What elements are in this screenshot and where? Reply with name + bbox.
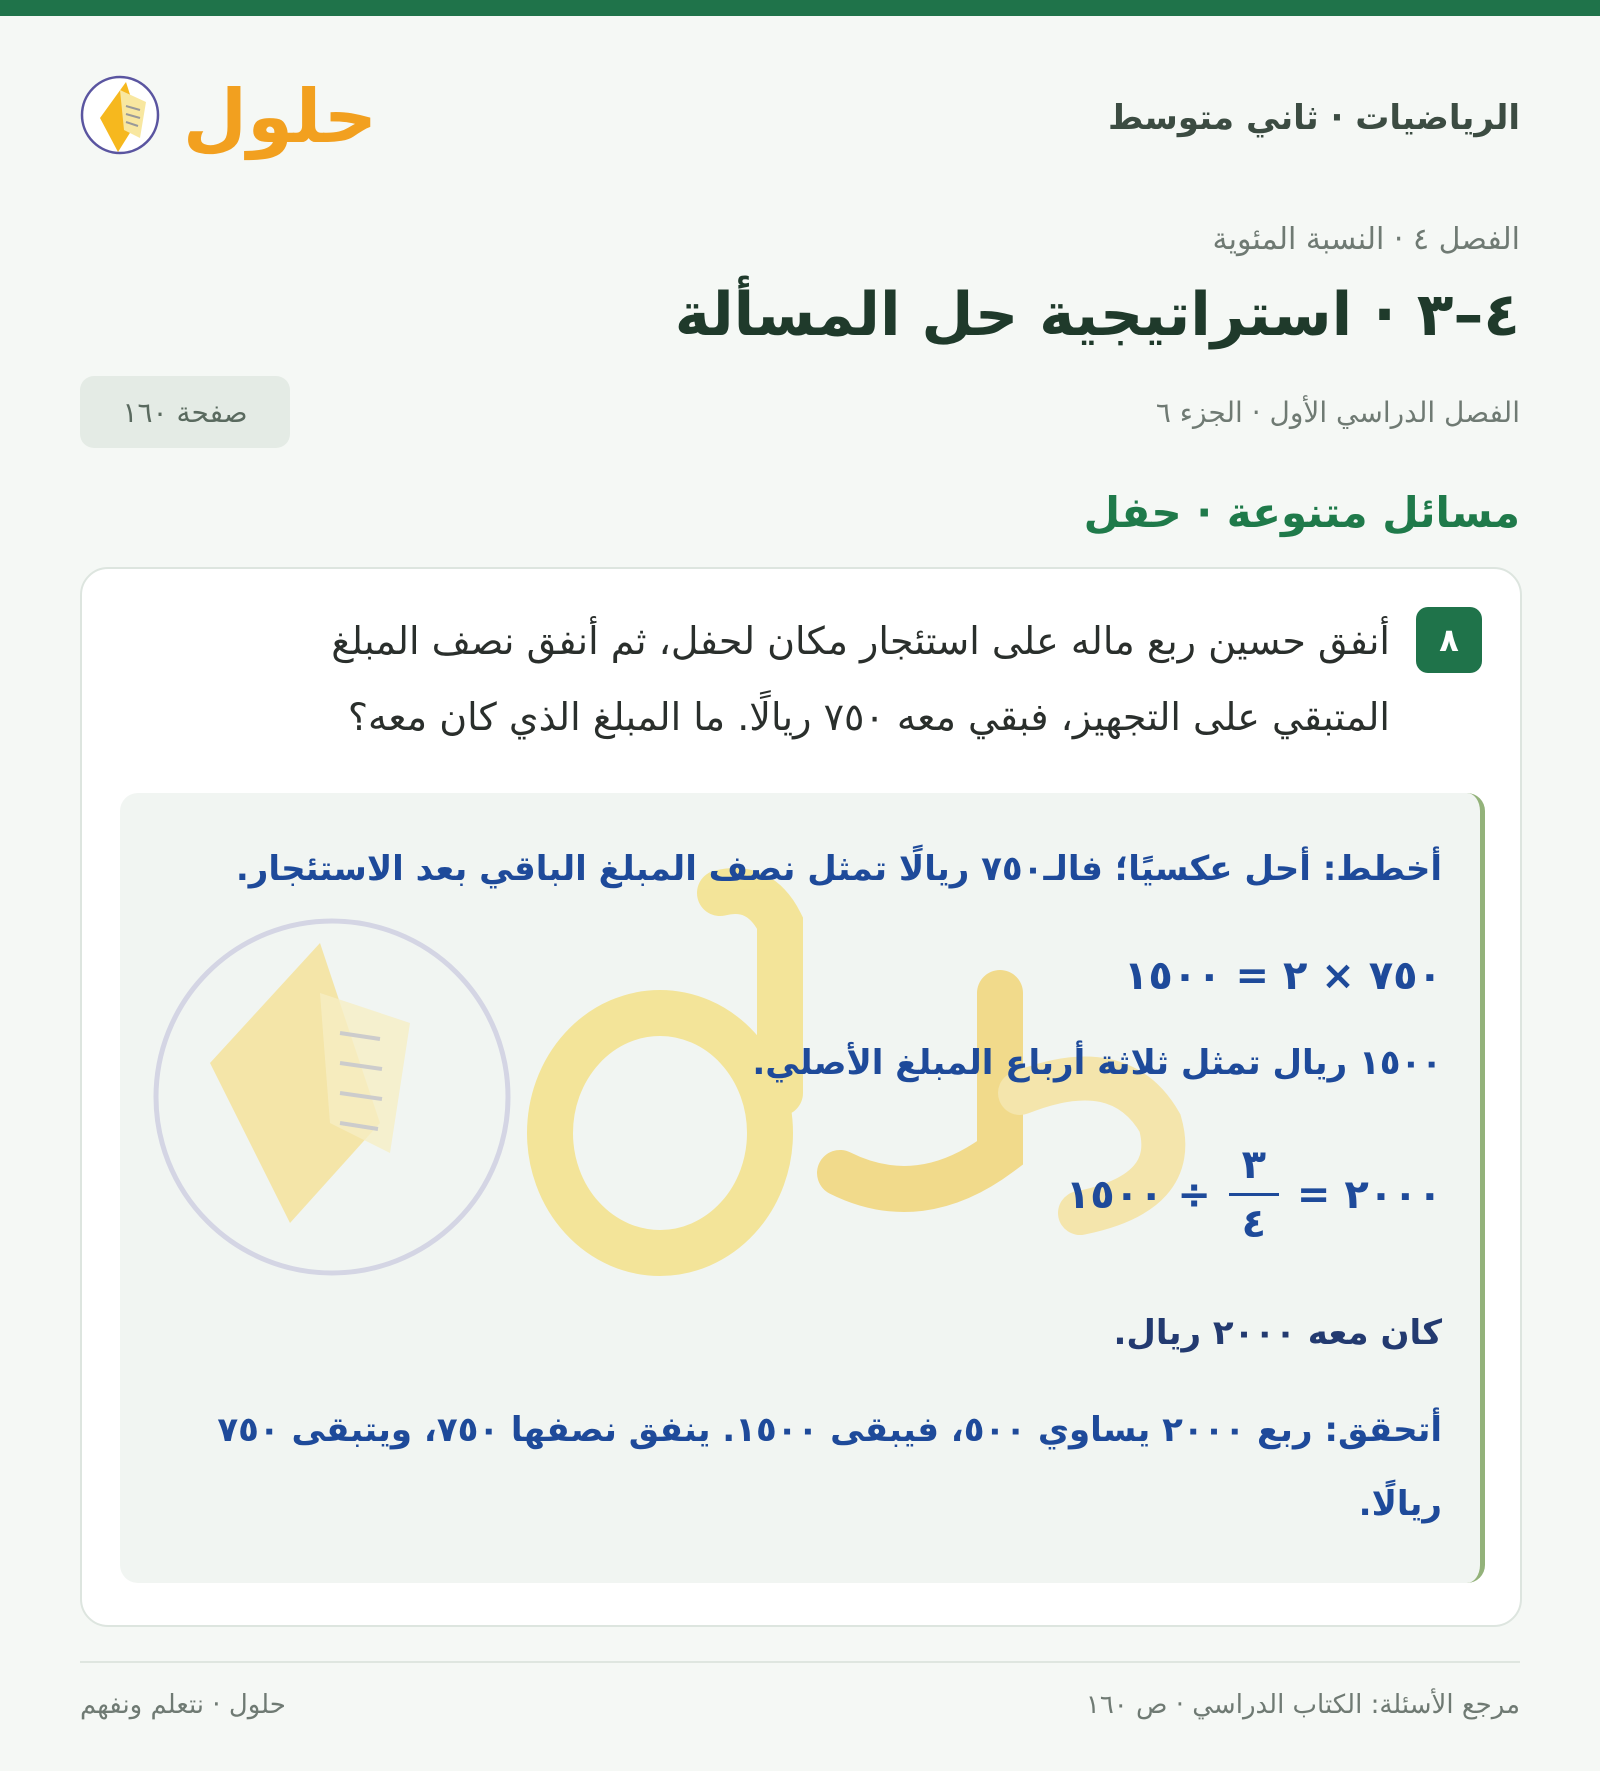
footer-divider — [80, 1661, 1520, 1663]
section-title: مسائل متنوعة · حفل — [1083, 488, 1520, 537]
questions-reference: مرجع الأسئلة: الكتاب الدراسي · ص ١٦٠ — [1085, 1690, 1520, 1720]
equation-right: = ٢٠٠٠ — [1296, 1171, 1442, 1218]
solution-statement: ١٥٠٠ ريال تمثل ثلاثة أرباع المبلغ الأصلي. — [752, 1043, 1442, 1083]
question-card — [80, 567, 1522, 1627]
logo-text: حلول — [182, 74, 378, 160]
footer-brand: حلول · نتعلم ونفهم — [80, 1690, 286, 1720]
fraction-numerator: ٣ — [1241, 1142, 1267, 1188]
solution-check: أتحقق: ربع ٢٠٠٠ يساوي ٥٠٠، فيبقى ١٥٠٠. ينفق نصفها ٧٥٠، ويتبقى ٧٥٠ ريالًا. — [217, 1410, 1442, 1524]
solution-panel — [120, 793, 1485, 1583]
question-number-badge: ٨ — [1416, 607, 1482, 673]
fraction-bar — [1229, 1193, 1279, 1196]
fraction-three-quarters — [1229, 1141, 1279, 1248]
question-text: أنفق حسين ربع ماله على استئجار مكان لحفل، ثم أنفق نصف المبلغ المتبقي على التجهيز، فبقي معه ٧٥٠ ريالًا. ما المبلغ الذي كان معه؟ — [331, 619, 1390, 739]
chapter-label: الفصل ٤ · النسبة المئوية — [1212, 222, 1520, 257]
solution-plan: أخطط: أحل عكسيًا؛ فالـ٧٥٠ ريالًا تمثل نصف المبلغ الباقي بعد الاستئجار. — [235, 849, 1442, 889]
equation-double: ٧٥٠ × ٢ = ١٥٠٠ — [1123, 953, 1442, 999]
lesson-title: ٤–٣ · استراتيجية حل المسألة — [674, 280, 1520, 350]
solution-answer: كان معه ٢٠٠٠ ريال. — [1113, 1313, 1442, 1353]
term-label: الفصل الدراسي الأول · الجزء ٦ — [1155, 396, 1520, 429]
top-accent-bar — [0, 0, 1600, 16]
equation-left: ١٥٠٠ ÷ — [1065, 1171, 1211, 1218]
hulul-logo[interactable] — [80, 60, 380, 190]
page-header — [80, 60, 1520, 190]
page-badge: صفحة ١٦٠ — [80, 376, 290, 448]
logo-icon — [80, 60, 380, 190]
fraction-denominator: ٤ — [1241, 1201, 1267, 1247]
equation-division — [1066, 1141, 1442, 1248]
subject-label: الرياضيات · ثاني متوسط — [1108, 98, 1520, 138]
